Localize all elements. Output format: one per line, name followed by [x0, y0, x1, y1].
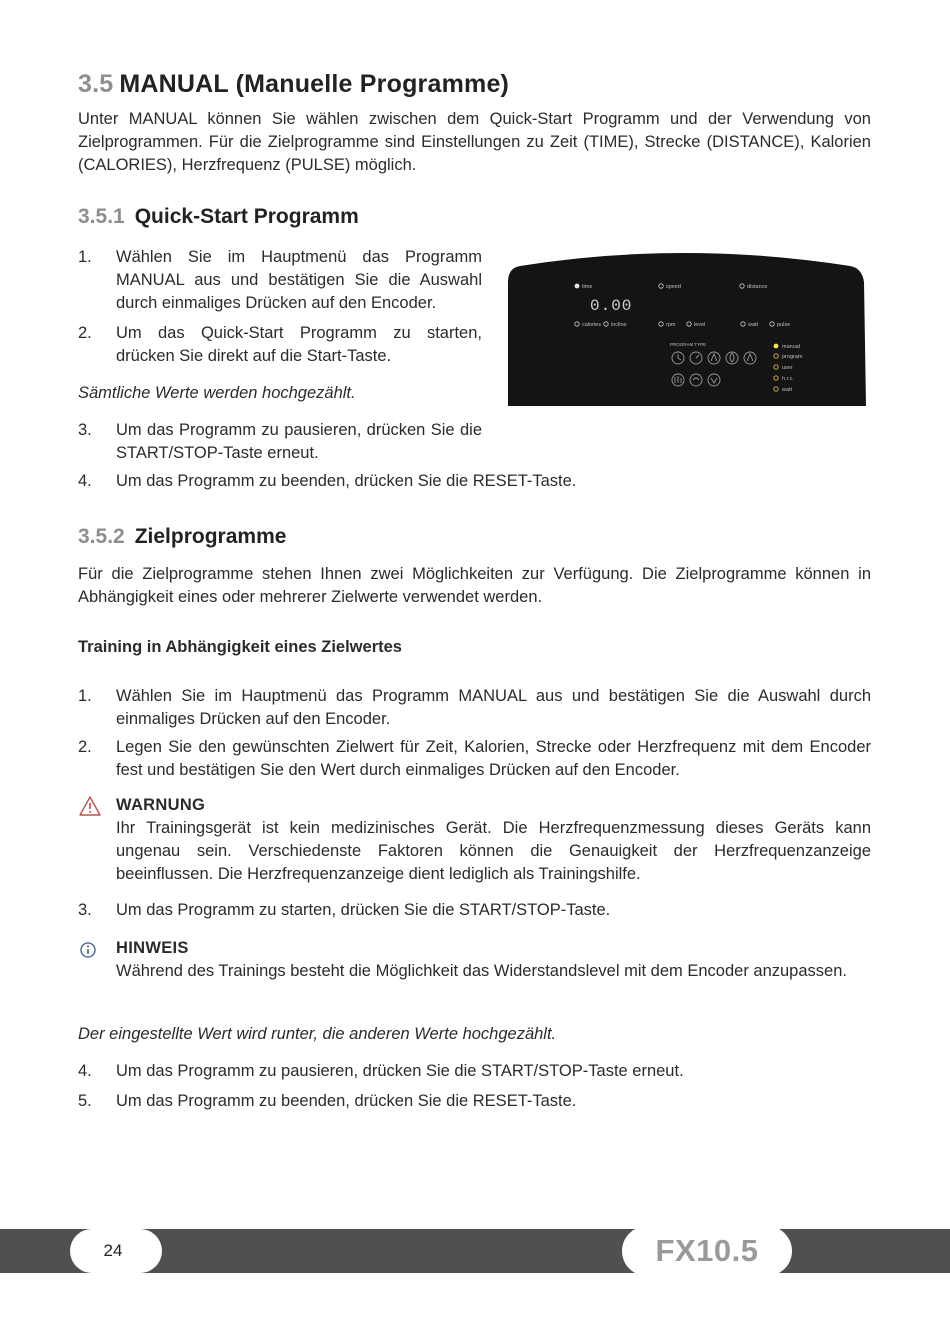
mode-manual: manual — [782, 344, 801, 350]
info-icon — [78, 938, 102, 960]
warning-title: WARNUNG — [116, 796, 206, 814]
readout: 0.00 — [590, 297, 633, 315]
label-level: level — [694, 322, 706, 328]
quickstart-number: 3.5.1 — [78, 205, 125, 228]
display-panel — [508, 253, 866, 406]
label-rpm: rpm — [666, 322, 676, 328]
quickstart-note: Sämtliche Werte werden hochgezählt. — [78, 384, 356, 402]
label-pulse: pulse — [777, 322, 791, 328]
hint-text: Während des Trainings besteht die Möglichkeit das Widerstandslevel mit dem Encoder anzupassen. — [116, 962, 847, 980]
list-item: 1. Wählen Sie im Hauptmenü das Programm MANUAL aus und bestätigen Sie die Auswahl durch einmaliges Drücken auf den Encoder. — [78, 687, 871, 728]
list-item: 2. Legen Sie den gewünschten Zielwert für Zeit, Kalorien, Strecke oder Herzfrequenz mit dem Encoder fest und bestätigen Sie den Wert durch einmaliges Drücken auf den Encoder. — [78, 738, 871, 779]
warning-icon — [78, 795, 102, 817]
label-calories: calories — [582, 322, 601, 328]
label-distance: distance — [747, 284, 768, 290]
quickstart-heading — [78, 205, 359, 229]
target-subheading: Training in Abhängigkeit eines Zielwertes — [78, 638, 402, 656]
console-display — [504, 248, 867, 406]
mode-user: user — [782, 365, 793, 371]
led-dot — [575, 284, 580, 289]
page-number-pill — [70, 1229, 162, 1273]
label-watt: watt — [748, 322, 759, 328]
label-speed: speed — [666, 284, 681, 290]
list-item: 4. Um das Programm zu beenden, drücken Sie die RESET-Taste. — [78, 472, 577, 490]
label-time: time — [582, 284, 593, 290]
target-note: Der eingestellte Wert wird runter, die anderen Werte hochgezählt. — [78, 1025, 557, 1043]
list-item: 2. Um das Quick-Start Programm zu starten, drücken Sie direkt auf die Start-Taste. — [78, 324, 482, 365]
section-heading — [78, 70, 509, 99]
list-item: 1. Wählen Sie im Hauptmenü das Programm MANUAL aus und bestätigen Sie die Auswahl durch einmaliges Drücken auf den Encoder. — [78, 248, 482, 312]
list-item: 3. Um das Programm zu starten, drücken Sie die START/STOP-Taste. — [78, 901, 611, 919]
label-program-type: PROGRAM TYPE — [670, 342, 707, 347]
model-name: FX10.5 — [655, 1233, 759, 1268]
target-heading — [78, 525, 286, 549]
target-intro: Für die Zielprogramme stehen Ihnen zwei Möglichkeiten zur Verfügung. Die Zielprogramme können in Abhängigkeit eines oder mehrerer Zielwerte verwendet werden. — [78, 565, 871, 606]
section-intro: Unter MANUAL können Sie wählen zwischen dem Quick-Start Programm und der Verwendung von Zielprogrammen. Für die Zielprogramme sind Einstellungen zu Zeit (TIME), Strecke (DISTANCE), Kalorien (CALORIES), Herzfrequenz (PULSE) möglich. — [78, 110, 871, 174]
warning-box — [78, 794, 871, 886]
mode-program: program — [782, 354, 803, 360]
target-number: 3.5.2 — [78, 525, 125, 548]
hint-box — [78, 937, 871, 983]
mode-hrc: h.r.c. — [782, 376, 794, 382]
hint-title: HINWEIS — [116, 939, 189, 957]
list-item: 5. Um das Programm zu beenden, drücken Sie die RESET-Taste. — [78, 1092, 577, 1110]
section-title: MANUAL (Manuelle Programme) — [119, 70, 510, 98]
section-number: 3.5 — [78, 70, 114, 98]
quickstart-title: Quick-Start Programm — [134, 205, 359, 228]
label-incline: incline — [611, 322, 627, 328]
page-number: 24 — [103, 1241, 123, 1260]
list-item: 3. Um das Programm zu pausieren, drücken Sie die START/STOP-Taste erneut. — [78, 421, 482, 462]
mode-watt: watt — [782, 387, 793, 393]
model-pill — [622, 1226, 792, 1276]
warning-text: Ihr Trainingsgerät ist kein medizinisches Gerät. Die Herzfrequenzmessung dieses Geräts kann ungenau sein. Verschiedenste Faktoren können die Genauigkeit der Herzfrequenzanzeige beeinflussen. Die Herzfrequenzanzeige dient lediglich als Trainingshilfe. — [116, 819, 871, 883]
target-title: Zielprogramme — [134, 525, 287, 548]
led-manual-active — [774, 344, 779, 349]
list-item: 4. Um das Programm zu pausieren, drücken Sie die START/STOP-Taste erneut. — [78, 1062, 684, 1080]
